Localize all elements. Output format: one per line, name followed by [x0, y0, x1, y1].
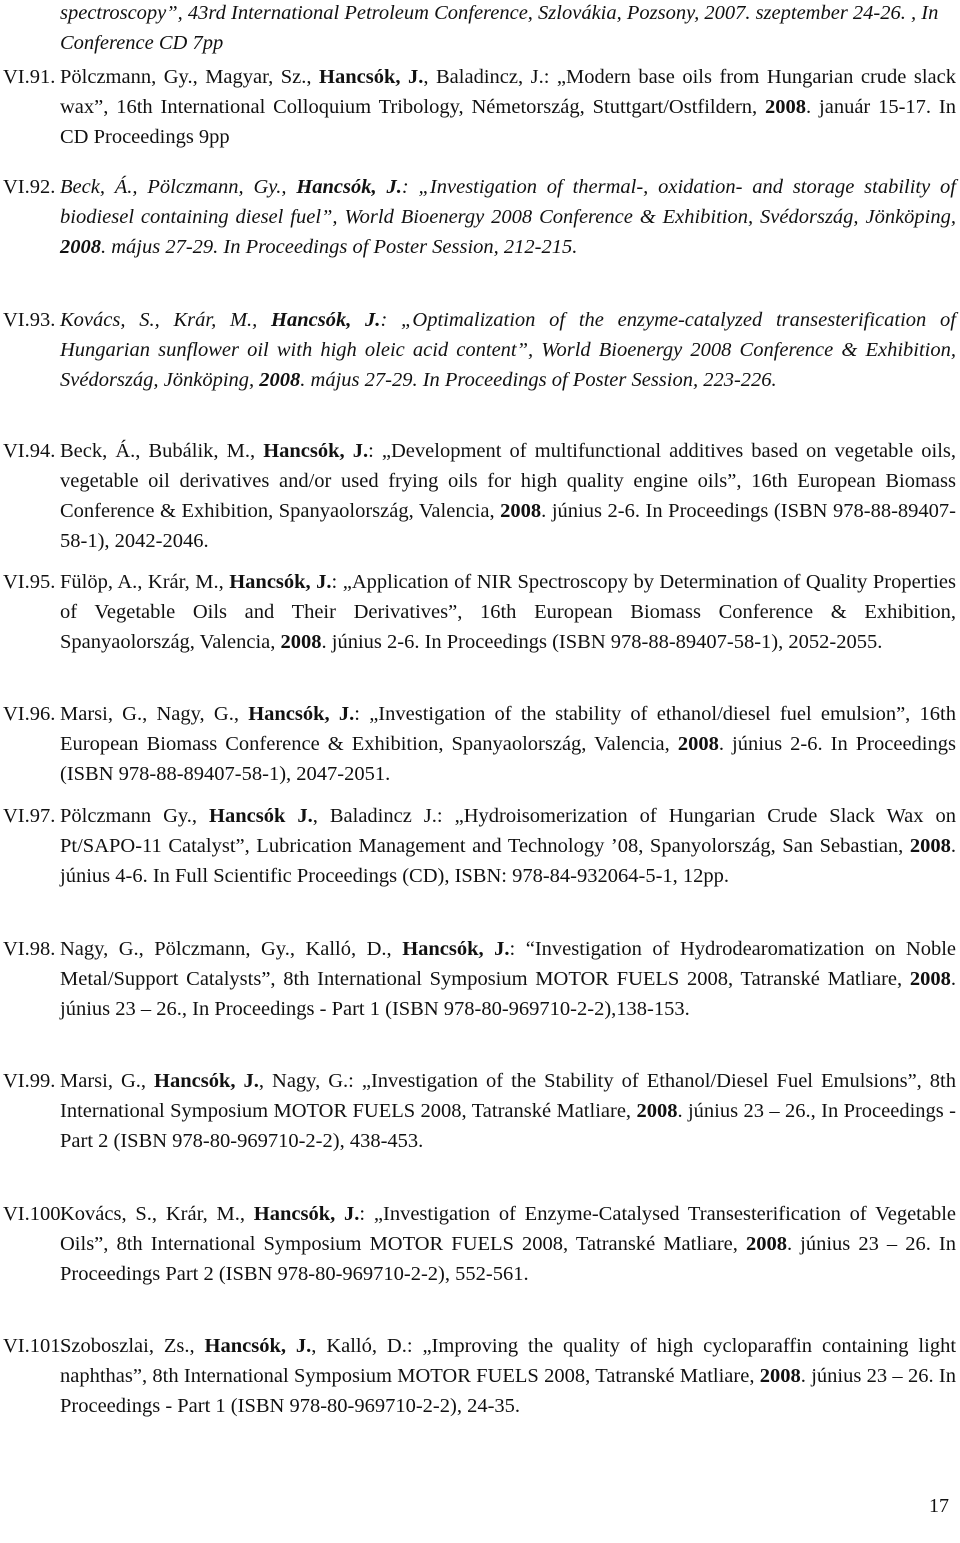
reference-year: 2008: [909, 835, 951, 857]
reference-year: 2008: [765, 96, 807, 118]
reference-title: „Investigation of the stability of ethanol/diesel fuel emulsion”, 16th European Biomass Conference & Exhibition, Spanyaolország, Valencia,: [60, 703, 956, 755]
reference-number: VI.101.: [3, 1335, 66, 1357]
reference-number: VI.94.: [3, 440, 56, 462]
reference-rest: . június 23 – 26. In Proceedings - Part 1 (ISBN 978-80-969710-2-2), 24-35.: [60, 1365, 956, 1417]
reference-title: „Investigation of the Stability of Ethanol/Diesel Fuel Emulsions”, 8th International Symposium MOTOR FUELS 2008, Tatranské Matliare,: [60, 1070, 956, 1122]
reference-title: „Optimalization of the enzyme-catalyzed transesterification of Hungarian sunflower oil with high oleic acid content”, World Bioenergy 2008 Conference & Exhibition, Svédország, Jönköping,: [60, 309, 956, 391]
reference-rest: . június 2-6. In Proceedings (ISBN 978-88-89407-58-1), 2047-2051.: [60, 733, 956, 785]
reference-authors: Kovács, S., Krár, M.,: [60, 309, 272, 331]
reference-number: VI.99.: [3, 1070, 56, 1092]
reference-number: VI.95.: [3, 571, 56, 593]
reference-author-bold: Hancsók, J.: [402, 938, 510, 960]
reference-number: VI.98.: [3, 938, 56, 960]
reference-authors: Szoboszlai, Zs.,: [60, 1335, 205, 1357]
reference-title: „Improving the quality of high cycloparaffin containing light naphthas”, 8th International Symposium MOTOR FUELS 2008, Tatranské Matliare,: [60, 1335, 957, 1387]
reference-author-bold: Hancsók, J.: [204, 1335, 312, 1357]
reference-authors-tail: , Kalló, D.:: [311, 1335, 423, 1357]
reference-title: „Modern base oils from Hungarian crude slack wax”, 16th International Colloquium Tribology, Németország, Stuttgart/Ostfildern,: [60, 66, 957, 118]
reference-authors: Fülöp, A., Krár, M.,: [60, 571, 230, 593]
reference-rest: . június 2-6. In Proceedings (ISBN 978-88-89407-58-1), 2042-2046.: [60, 500, 957, 552]
reference-entry: [3, 1199, 957, 1289]
reference-year: 2008: [909, 968, 951, 990]
reference-author-bold: Hancsók, J.: [319, 66, 424, 88]
reference-author-bold: Hancsók J.: [209, 805, 313, 827]
reference-authors-tail: :: [509, 938, 526, 960]
reference-author-bold: Hancsók, J.: [229, 571, 332, 593]
reference-authors-tail: :: [368, 440, 382, 462]
reference-rest: . május 27-29. In Proceedings of Poster Session, 212-215.: [101, 236, 578, 258]
reference-authors: Kovács, S., Krár, M.,: [60, 1203, 254, 1225]
reference-title: „Development of multifunctional additives based on vegetable oils, vegetable oil derivatives and/or used frying oils for high quality engine oils”, 16th European Biomass Conference & Exhibition, Spanyaolország, Valencia,: [60, 440, 957, 522]
reference-entry: [3, 567, 957, 657]
page-number: 17: [929, 1495, 949, 1517]
reference-entry: [3, 436, 957, 556]
reference-author-bold: Hancsók, J.: [253, 1203, 360, 1225]
reference-number: VI.97.: [3, 805, 56, 827]
reference-number: VI.100.: [3, 1203, 66, 1225]
reference-entry: [3, 1331, 957, 1421]
reference-entry: [3, 699, 956, 789]
reference-author-bold: Hancsók, J.: [154, 1070, 259, 1092]
reference-authors: Beck, Á., Pölczmann, Gy.,: [60, 176, 297, 198]
reference-title: „Hydroisomerization of Hungarian Crude Slack Wax on Pt/SAPO-11 Catalyst”, Lubrication Management and Technology ’08, Spanyolország, San Sebastian,: [60, 805, 957, 857]
reference-authors-tail: , Baladincz J.:: [312, 805, 455, 827]
reference-entry: [3, 305, 956, 395]
reference-authors-tail: , Baladincz, J.:: [423, 66, 557, 88]
reference-authors: Marsi, G., Nagy, G.,: [60, 703, 249, 725]
reference-number: VI.96.: [3, 703, 56, 725]
reference-year: 2008: [280, 631, 322, 653]
reference-year: 2008: [636, 1100, 678, 1122]
reference-title: „Application of NIR Spectroscopy by Determination of Quality Properties of Vegetable Oils and Their Derivatives”, 16th European Biomass Conference & Exhibition, Spanyaolország, Valencia,: [60, 571, 957, 653]
reference-entry: [3, 934, 956, 1024]
reference-rest: . június 23 – 26. In Proceedings Part 2 (ISBN 978-80-969710-2-2), 552-561.: [60, 1233, 957, 1285]
reference-year: 2008: [745, 1233, 787, 1255]
reference-entry: [3, 1066, 956, 1156]
reference-author-bold: Hancsók, J.: [263, 440, 369, 462]
reference-entry: [3, 801, 957, 891]
reference-authors: Nagy, G., Pölczmann, Gy., Kalló, D.,: [60, 938, 403, 960]
reference-year: 2008: [259, 369, 301, 391]
reference-number: VI.91.: [3, 66, 56, 88]
intro-text: spectroscopy”, 43rd International Petroleum Conference, Szlovákia, Pozsony, 2007. szeptember 24-26. , In Conference CD 7pp: [60, 2, 939, 54]
reference-year: 2008: [60, 236, 101, 258]
reference-year: 2008: [759, 1365, 801, 1387]
reference-number: VI.93.: [3, 309, 56, 331]
reference-authors-tail: :: [331, 571, 343, 593]
reference-rest: . június 2-6. In Proceedings (ISBN 978-88-89407-58-1), 2052-2055.: [321, 631, 883, 653]
reference-authors-tail: :: [359, 1203, 374, 1225]
reference-authors: Pölczmann Gy.,: [60, 805, 210, 827]
reference-authors: Pölczmann, Gy., Magyar, Sz.,: [60, 66, 320, 88]
reference-author-bold: Hancsók, J.: [271, 309, 381, 331]
reference-authors: Marsi, G.,: [60, 1070, 155, 1092]
reference-year: 2008: [500, 500, 542, 522]
reference-number: VI.92.: [3, 176, 56, 198]
reference-rest: . január 15-17. In CD Proceedings 9pp: [60, 96, 956, 148]
reference-authors-tail: :: [401, 176, 419, 198]
reference-authors-tail: , Nagy, G.:: [258, 1070, 362, 1092]
reference-rest: . június 23 – 26., In Proceedings - Part 1 (ISBN 978-80-969710-2-2),138-153.: [60, 968, 956, 1020]
reference-entry: [3, 172, 956, 262]
reference-rest: . május 27-29. In Proceedings of Poster Session, 223-226.: [300, 369, 777, 391]
reference-authors-tail: :: [380, 309, 402, 331]
reference-authors: Beck, Á., Bubálik, M.,: [60, 440, 264, 462]
reference-author-bold: Hancsók, J.: [296, 176, 402, 198]
reference-title: „Investigation of thermal-, oxidation- and storage stability of biodiesel containing diesel fuel”, World Bioenergy 2008 Conference & Exhibition, Svédország, Jönköping,: [60, 176, 956, 228]
reference-rest: . június 4-6. In Full Scientific Proceedings (CD), ISBN: 978-84-932064-5-1, 12pp.: [60, 835, 956, 887]
reference-title: „Investigation of Enzyme-Catalysed Transesterification of Vegetable Oils”, 8th International Symposium MOTOR FUELS 2008, Tatranské Matliare,: [60, 1203, 957, 1255]
reference-rest: . június 23 – 26., In Proceedings - Part 2 (ISBN 978-80-969710-2-2), 438-453.: [60, 1100, 956, 1152]
reference-title: “Investigation of Hydrodearomatization on Noble Metal/Support Catalysts”, 8th International Symposium MOTOR FUELS 2008, Tatranské Matliare,: [60, 938, 956, 990]
reference-entry: [3, 62, 957, 152]
reference-author-bold: Hancsók, J.: [248, 703, 355, 725]
reference-year: 2008: [677, 733, 719, 755]
reference-authors-tail: :: [354, 703, 370, 725]
